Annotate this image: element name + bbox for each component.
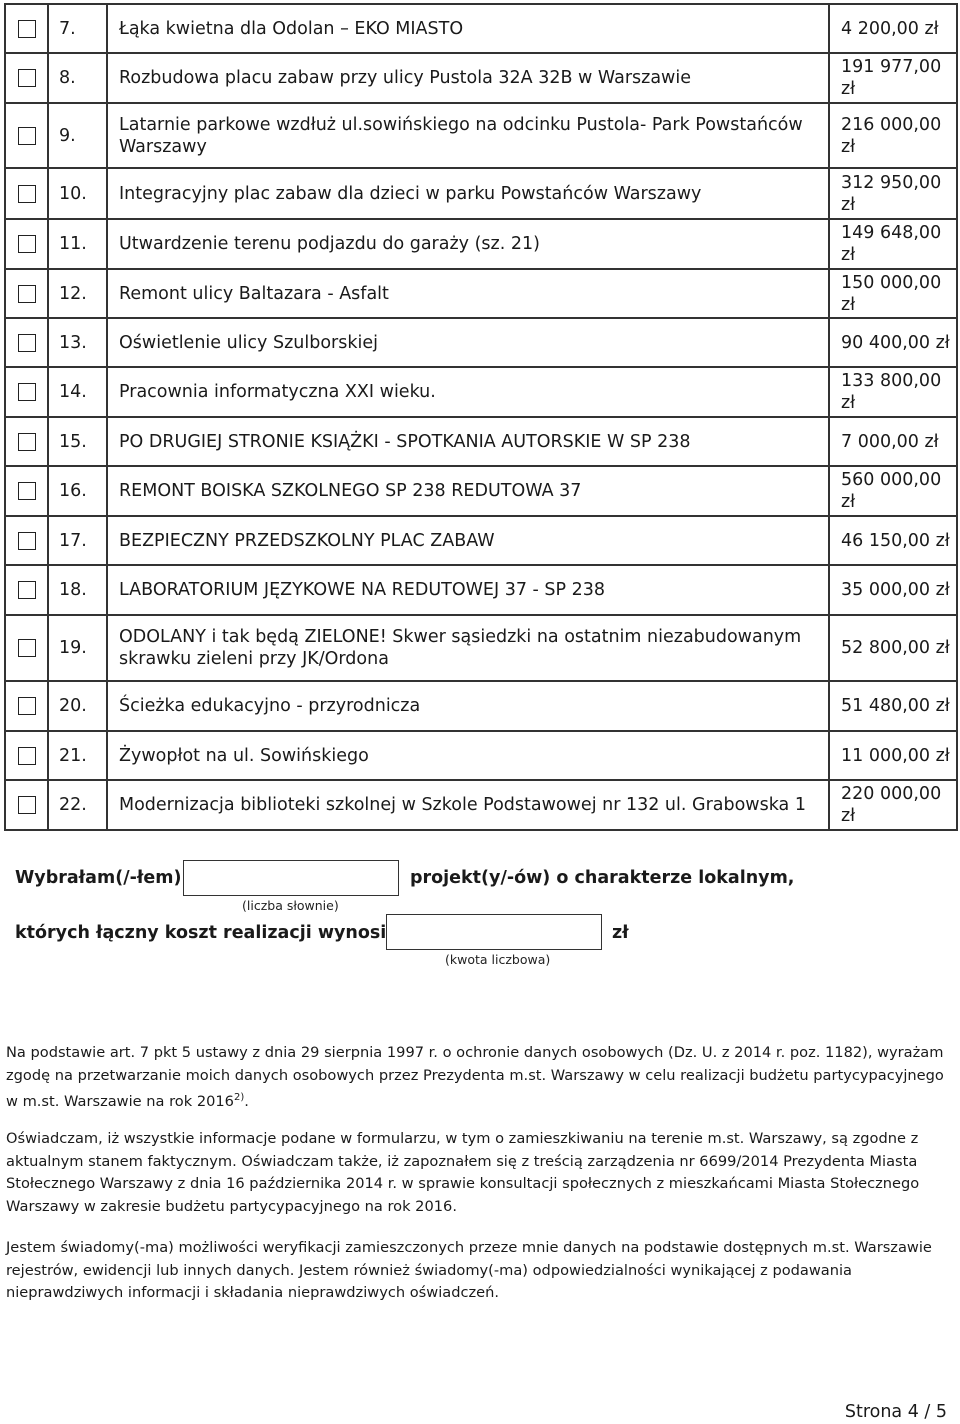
project-checkbox[interactable] [18,127,36,145]
project-title: Żywopłot na ul. Sowińskiego [107,731,829,780]
project-checkbox[interactable] [18,285,36,303]
project-title: Pracownia informatyczna XXI wieku. [107,367,829,417]
project-number: 11. [48,219,107,269]
project-checkbox-cell [5,615,48,681]
project-amount: 35 000,00 zł [829,565,957,615]
project-checkbox-cell [5,53,48,103]
project-checkbox-cell [5,318,48,367]
project-checkbox[interactable] [18,796,36,814]
project-number: 14. [48,367,107,417]
project-checkbox-cell [5,269,48,318]
project-title: ODOLANY i tak będą ZIELONE! Skwer sąsiedzki na ostatnim niezabudowanym skrawku zieleni przy JK/Ordona [107,615,829,681]
project-checkbox[interactable] [18,69,36,87]
project-title: Rozbudowa placu zabaw przy ulicy Pustola 32A 32B w Warszawie [107,53,829,103]
project-row [5,681,957,731]
consent-paragraph-3: Jestem świadomy(-ma) możliwości weryfikacji zamieszczonych przeze mnie danych na podstawie dostępnych m.st. Warszawie rejestrów, ewidencji lub innych danych. Jestem również świadomy(-ma) odpowiedzialności wynikającej z podawania nieprawdziwych informacji i składania nieprawdziwych oświadczeń. [6,1239,932,1301]
project-title: Ścieżka edukacyjno - przyrodnicza [107,681,829,731]
project-title: LABORATORIUM JĘZYKOWE NA REDUTOWEJ 37 - SP 238 [107,565,829,615]
project-checkbox[interactable] [18,20,36,38]
project-amount: 7 000,00 zł [829,417,957,466]
project-row [5,516,957,565]
consent-text-1: Na podstawie art. 7 pkt 5 ustawy z dnia 29 sierpnia 1997 r. o ochronie danych osobowych (Dz. U. z 2014 r. poz. 1182), wyrażam zgodę na przetwarzanie moich danych osobowych przez Prezydenta m.st. Warszawy w celu realizacji budżetu partycypacyjnego w m.st. Warszawie na rok 2016 [6,1044,944,1110]
project-title: PO DRUGIEJ STRONIE KSIĄŻKI - SPOTKANIA AUTORSKIE W SP 238 [107,417,829,466]
project-amount: 90 400,00 zł [829,318,957,367]
project-amount: 150 000,00 zł [829,269,957,318]
project-title: BEZPIECZNY PRZEDSZKOLNY PLAC ZABAW [107,516,829,565]
project-checkbox-cell [5,417,48,466]
project-amount: 4 200,00 zł [829,4,957,53]
project-row [5,103,957,168]
project-row [5,780,957,830]
project-checkbox[interactable] [18,747,36,765]
project-checkbox-cell [5,565,48,615]
project-row [5,466,957,516]
project-checkbox[interactable] [18,581,36,599]
project-row [5,4,957,53]
total-cost-input[interactable] [386,914,602,950]
project-checkbox-cell [5,4,48,53]
project-title: Łąka kwietna dla Odolan – EKO MIASTO [107,4,829,53]
project-number: 19. [48,615,107,681]
project-checkbox[interactable] [18,697,36,715]
project-checkbox-cell [5,219,48,269]
consent-paragraph-1 [6,1042,954,1113]
project-number: 15. [48,417,107,466]
project-amount: 149 648,00 zł [829,219,957,269]
project-row [5,731,957,780]
project-checkbox[interactable] [18,433,36,451]
currency-label: zł [612,923,629,943]
project-amount: 312 950,00 zł [829,168,957,219]
project-checkbox-cell [5,103,48,168]
project-checkbox[interactable] [18,235,36,253]
project-checkbox-cell [5,367,48,417]
project-row [5,269,957,318]
project-row [5,168,957,219]
project-amount: 51 480,00 zł [829,681,957,731]
project-amount: 46 150,00 zł [829,516,957,565]
consent-text-1-end: . [244,1092,249,1110]
project-number: 22. [48,780,107,830]
chose-label: Wybrałam(/-łem) [15,868,182,888]
project-number: 8. [48,53,107,103]
project-checkbox-cell [5,731,48,780]
project-number: 21. [48,731,107,780]
project-amount: 11 000,00 zł [829,731,957,780]
project-row [5,53,957,103]
project-amount: 560 000,00 zł [829,466,957,516]
project-checkbox-cell [5,681,48,731]
project-title: Latarnie parkowe wzdłuż ul.sowińskiego na odcinku Pustola- Park Powstańców Warszawy [107,103,829,168]
project-title: REMONT BOISKA SZKOLNEGO SP 238 REDUTOWA 37 [107,466,829,516]
project-number: 10. [48,168,107,219]
cost-label: których łączny koszt realizacji wynosi [15,923,387,943]
project-amount: 191 977,00 zł [829,53,957,103]
project-checkbox-cell [5,466,48,516]
project-amount: 216 000,00 zł [829,103,957,168]
count-hint: (liczba słownie) [242,898,339,913]
project-title: Oświetlenie ulicy Szulborskiej [107,318,829,367]
project-title: Modernizacja biblioteki szkolnej w Szkole Podstawowej nr 132 ul. Grabowska 1 [107,780,829,830]
project-number: 17. [48,516,107,565]
consent-paragraph-2: Oświadczam, iż wszystkie informacje podane w formularzu, w tym o zamieszkiwaniu na terenie m.st. Warszawy, są zgodne z aktualnym stanem faktycznym. Oświadczam także, iż zapoznałem się z treścią zarządzenia nr 6699/2014 Prezydenta Miasta Stołecznego Warszawy z dnia 16 października 2014 r. w sprawie konsultacji społecznych z mieszkańcami Miasta Stołecznego Warszawy w zakresie budżetu partycypacyjnego na rok 2016. [6,1130,920,1215]
project-number: 20. [48,681,107,731]
project-row [5,565,957,615]
project-number: 9. [48,103,107,168]
project-row [5,219,957,269]
selection-summary [0,855,960,975]
page-number: Strona 4 / 5 [844,1402,947,1422]
project-amount: 52 800,00 zł [829,615,957,681]
project-checkbox-cell [5,780,48,830]
project-checkbox[interactable] [18,383,36,401]
project-checkbox[interactable] [18,185,36,203]
project-number: 16. [48,466,107,516]
project-checkbox-cell [5,168,48,219]
footnote-ref: 2) [233,1092,245,1103]
project-title: Integracyjny plac zabaw dla dzieci w parku Powstańców Warszawy [107,168,829,219]
project-number: 12. [48,269,107,318]
project-row [5,615,957,681]
project-amount: 133 800,00 zł [829,367,957,417]
project-checkbox[interactable] [18,482,36,500]
project-checkbox-cell [5,516,48,565]
amount-hint: (kwota liczbowa) [445,952,551,967]
project-title: Utwardzenie terenu podjazdu do garaży (sz. 21) [107,219,829,269]
projects-table [4,3,958,831]
projects-label: projekt(y/-ów) o charakterze lokalnym, [410,868,795,888]
project-number: 13. [48,318,107,367]
project-checkbox[interactable] [18,334,36,352]
project-title: Remont ulicy Baltazara - Asfalt [107,269,829,318]
project-amount: 220 000,00 zł [829,780,957,830]
project-row [5,417,957,466]
project-count-input[interactable] [183,860,399,896]
project-checkbox[interactable] [18,532,36,550]
project-number: 18. [48,565,107,615]
project-number: 7. [48,4,107,53]
project-row [5,367,957,417]
project-checkbox[interactable] [18,639,36,657]
project-row [5,318,957,367]
